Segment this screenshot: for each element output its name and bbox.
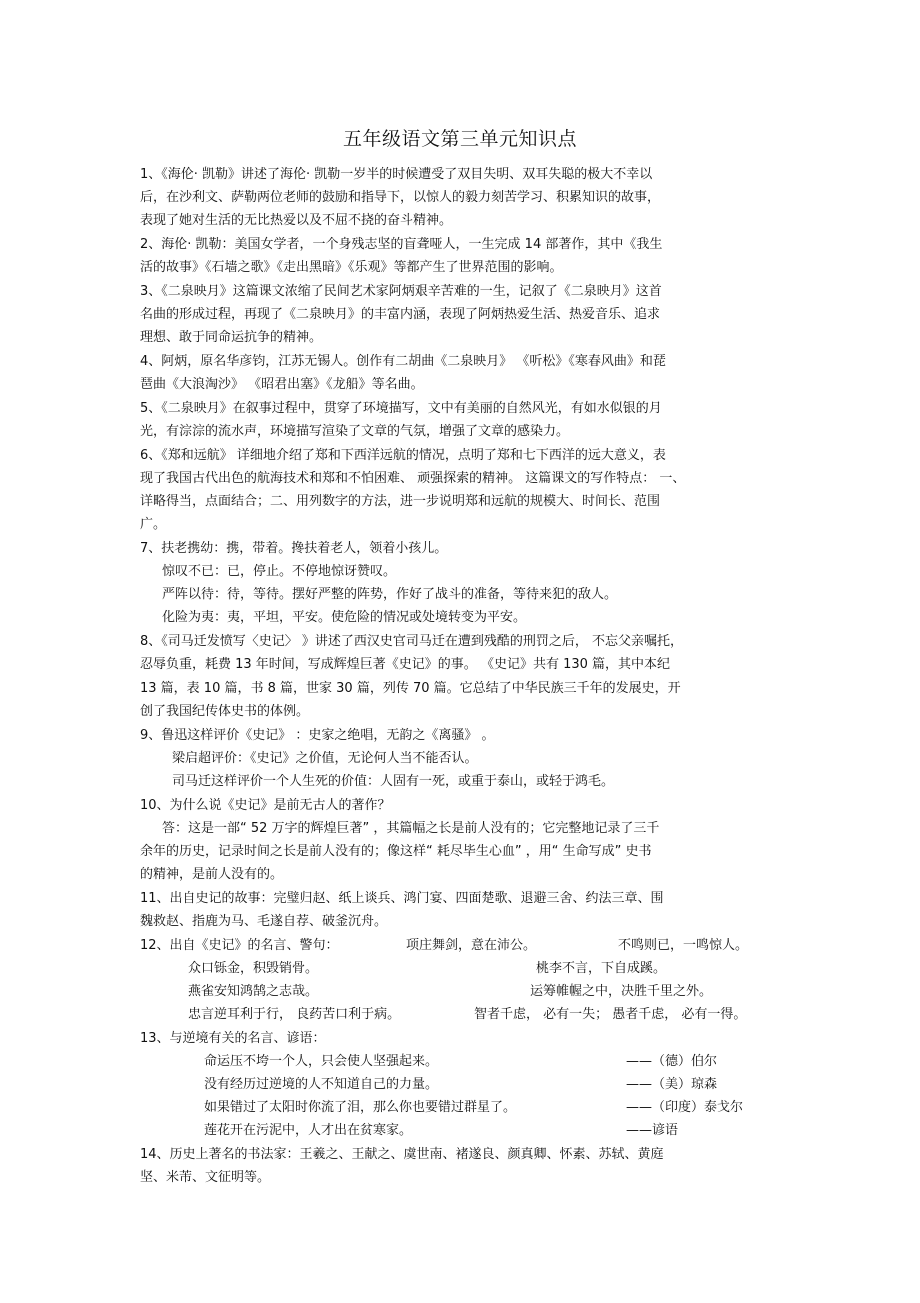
text-line: 11、出自史记的故事：完璧归赵、纸上谈兵、鸿门宴、四面楚歌、退避三舍、约法三章、围 bbox=[140, 891, 664, 906]
quote: 桃李不言，下自成蹊。 bbox=[536, 961, 667, 976]
quote: 众口铄金，积毁销骨。 bbox=[188, 961, 319, 976]
text-line: 1、《海伦· 凯勒》讲述了海伦· 凯勒一岁半的时候遭受了双目失明、双耳失聪的极大不幸以 bbox=[140, 167, 653, 182]
text-line: 6、《郑和远航》 详细地介绍了郑和下西洋远航的情况，点明了郑和七下西洋的远大意义，表 bbox=[140, 448, 666, 463]
text-line: 13、与逆境有关的名言、谚语： bbox=[140, 1031, 326, 1046]
text-line: 12、出自《史记》的名言、警句： bbox=[140, 938, 339, 953]
text-line: 名曲的形成过程，再现了《二泉映月》的丰富内涵，表现了阿炳热爱生活、热爱音乐、追求 bbox=[140, 307, 661, 322]
saying: 命运压不垮一个人，只会使人坚强起来。 bbox=[204, 1054, 439, 1069]
text-line: 惊叹不已：已，停止。不停地惊讶赞叹。 bbox=[162, 564, 397, 579]
text-line: 坚、米芾、文征明等。 bbox=[140, 1170, 271, 1185]
text-line: 创了我国纪传体史书的体例。 bbox=[140, 704, 310, 719]
text-line: 10、为什么说《史记》是前无古人的著作？ bbox=[140, 798, 391, 813]
saying: 如果错过了太阳时你流了泪，那么你也要错过群星了。 bbox=[204, 1100, 517, 1115]
text-line: 表现了她对生活的无比热爱以及不屈不挠的奋斗精神。 bbox=[140, 213, 453, 228]
text-line: 化险为夷：夷，平坦，平安。使危险的情况或处境转变为平安。 bbox=[162, 610, 527, 625]
saying-source: ——（美）琼森 bbox=[626, 1077, 718, 1092]
text-line: 答：这是一部“ 52 万字的辉煌巨著” ，其篇幅之长是前人没有的；它完整地记录了三千 bbox=[162, 821, 660, 836]
text-line: 琶曲《大浪淘沙》 《昭君出塞》《龙船》等名曲。 bbox=[140, 377, 424, 392]
text-line: 的精神，是前人没有的。 bbox=[140, 867, 284, 882]
text-line: 5、《二泉映月》在叙事过程中，贯穿了环境描写，文中有美丽的自然风光，有如水似银的月 bbox=[140, 401, 662, 416]
saying-source: ——（印度）泰戈尔 bbox=[626, 1100, 744, 1115]
saying: 莲花开在污泥中，人才出在贫寒家。 bbox=[204, 1123, 413, 1138]
text-line: 余年的历史，记录时间之长是前人没有的；像这样“ 耗尽毕生心血” ，用“ 生命写成” 史书 bbox=[140, 844, 652, 859]
text-line: 8、《司马迁发愤写〈史记〉 》讲述了西汉史官司马迁在遭到残酷的刑罚之后， 不忘父亲嘱托， bbox=[140, 634, 684, 649]
text-line: 14、历史上著名的书法家：王羲之、王献之、虞世南、褚遂良、颜真卿、怀素、苏轼、黄庭 bbox=[140, 1147, 664, 1162]
text-line: 现了我国古代出色的航海技术和郑和不怕困难、 顽强探索的精神。 这篇课文的写作特点： 一、 bbox=[140, 471, 686, 486]
text-line: 9、鲁迅这样评价《史记》 ：史家之绝唱，无韵之《离骚》 。 bbox=[140, 728, 495, 743]
text-line: 忍辱负重，耗费 13 年时间，写成辉煌巨著《史记》的事。 《史记》共有 130 篇，其中本纪 bbox=[140, 657, 671, 672]
quote: 运筹帷幄之中，决胜千里之外。 bbox=[530, 984, 713, 999]
text-line: 后，在沙利文、萨勒两位老师的鼓励和指导下，以惊人的毅力刻苦学习、积累知识的故事， bbox=[140, 190, 661, 205]
text-line: 4、阿炳，原名华彦钧，江苏无锡人。创作有二胡曲《二泉映月》 《听松》《寒春风曲》和琵 bbox=[140, 354, 666, 369]
text-line: 魏救赵、指鹿为马、毛遂自荐、破釜沉舟。 bbox=[140, 914, 388, 929]
text-line: 梁启超评价：《史记》之价值，无论何人当不能否认。 bbox=[172, 751, 478, 766]
saying-source: ——（德）伯尔 bbox=[626, 1054, 718, 1069]
text-line: 光，有淙淙的流水声，环境描写渲染了文章的气氛，增强了文章的感染力。 bbox=[140, 424, 570, 439]
quote: 智者千虑， 必有一失； 愚者千虑， 必有一得。 bbox=[474, 1007, 747, 1022]
saying-source: ——谚语 bbox=[626, 1123, 679, 1138]
page-title: 五年级语文第三单元知识点 bbox=[342, 128, 577, 150]
text-line: 严阵以待：待，等待。摆好严整的阵势，作好了战斗的准备，等待来犯的敌人。 bbox=[162, 587, 618, 602]
saying: 没有经历过逆境的人不知道自己的力量。 bbox=[204, 1077, 439, 1092]
text-line: 司马迁这样评价一个人生死的价值：人固有一死，或重于泰山，或轻于鸿毛。 bbox=[172, 774, 615, 789]
text-line: 13 篇，表 10 篇，书 8 篇，世家 30 篇，列传 70 篇。它总结了中华民族三千年的发展史，开 bbox=[140, 681, 681, 696]
text-line: 详略得当，点面结合；二、用列数字的方法，进一步说明郑和远航的规模大、时间长、范围 bbox=[140, 494, 661, 509]
text-line: 7、扶老携幼：携，带着。搀扶着老人，领着小孩儿。 bbox=[140, 541, 448, 556]
text-line: 2、海伦· 凯勒：美国女学者，一个身残志坚的盲聋哑人，一生完成 14 部著作，其中《我生 bbox=[140, 237, 663, 252]
quote: 忠言逆耳利于行， 良药苦口利于病。 bbox=[188, 1007, 401, 1022]
text-line: 3、《二泉映月》这篇课文浓缩了民间艺术家阿炳艰辛苦难的一生，记叙了《二泉映月》这首 bbox=[140, 284, 662, 299]
text-line: 理想、敢于同命运抗争的精神。 bbox=[140, 330, 323, 345]
text-line: 活的故事》《石墙之歌》《走出黑暗》《乐观》等都产生了世界范围的影响。 bbox=[140, 260, 563, 275]
quote: 不鸣则已，一鸣惊人。 bbox=[618, 938, 749, 953]
quote: 燕雀安知鸿鹄之志哉。 bbox=[188, 984, 319, 999]
text-line: 广。 bbox=[140, 517, 167, 532]
quote: 项庄舞剑，意在沛公。 bbox=[406, 938, 537, 953]
